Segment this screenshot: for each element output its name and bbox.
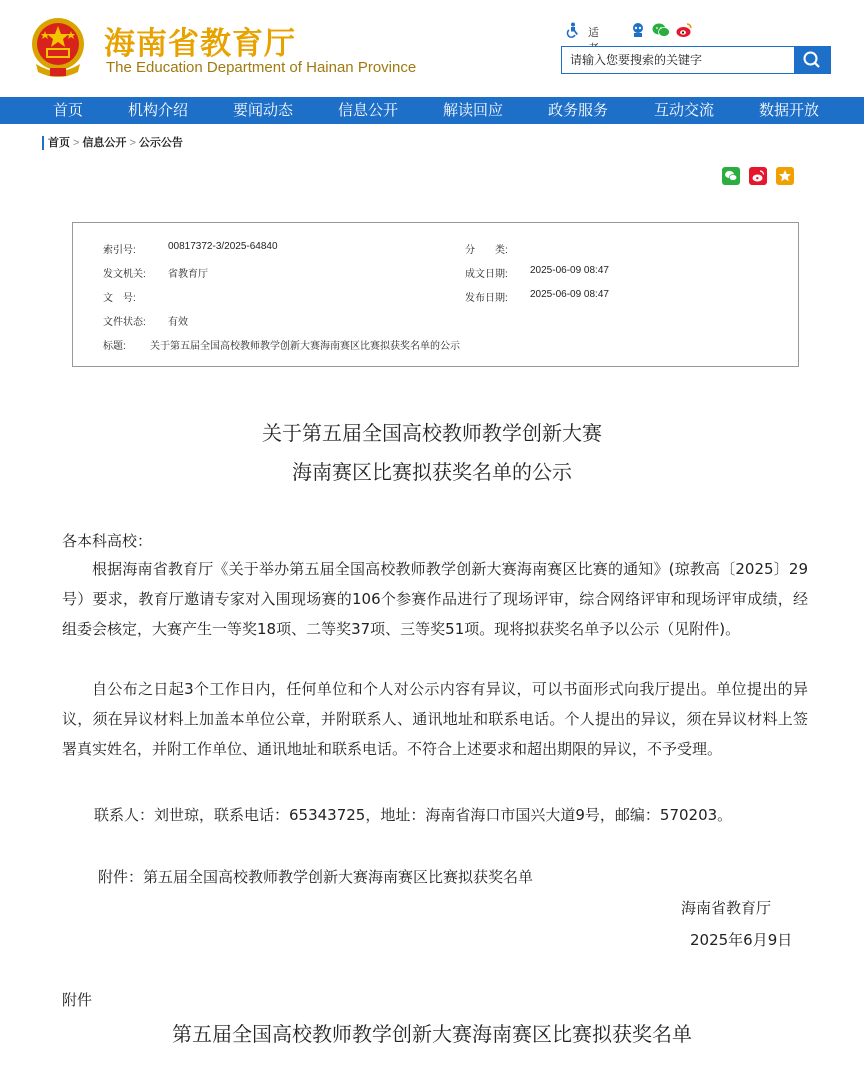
article-contact: 联系人：刘世琼，联系电话：65343725，地址：海南省海口市国兴大道9号，邮编：570203。: [94, 806, 733, 824]
article-signature: 海南省教育厅: [681, 899, 772, 917]
article-title-line1: 关于第五届全国高校教师教学创新大赛: [262, 421, 602, 445]
favorite-star-icon[interactable]: [776, 167, 794, 185]
meta-issuer-value: 省教育厅: [168, 269, 208, 280]
meta-subject-value: 关于第五届全国高校教师教学创新大赛海南赛区比赛拟获奖名单的公示: [150, 341, 460, 352]
nav-item-about[interactable]: 机构介绍: [127, 102, 188, 119]
nav-item-interaction[interactable]: 互动交流: [653, 102, 714, 119]
nav-item-data[interactable]: 数据开放: [758, 102, 819, 119]
attachment-heading: 附件: [62, 991, 93, 1009]
article-paragraph-2: 自公布之日起3个工作日内，任何单位和个人对公示内容有异议，可以书面形式向我厅提出。单位提出的异议，须在异议材料上加盖本单位公章，并附联系人、通讯地址和联系电话。个人提出的异议，须在异议材料上签署真实姓名，并附工作单位、通讯地址和联系电话。不符合上述要求和超出期限的异议，不予受理。: [62, 680, 808, 758]
nav-item-services[interactable]: 政务服务: [547, 102, 608, 119]
meta-docno-label: 文 号:: [103, 293, 136, 304]
elder-mode-link[interactable]: 适: [588, 27, 599, 39]
robot-assistant-icon[interactable]: [630, 22, 646, 38]
article-date: 2025年6月9日: [690, 931, 793, 949]
search-box: [561, 46, 831, 74]
breadcrumb-info[interactable]: 信息公开: [82, 137, 127, 149]
share-weibo-icon[interactable]: [749, 167, 767, 185]
nav-item-news[interactable]: 要闻动态: [232, 102, 293, 119]
main-nav: [0, 97, 864, 124]
wechat-icon[interactable]: [652, 23, 670, 38]
search-input[interactable]: [562, 47, 794, 73]
meta-index-value: 00817372-3/2025-64840: [168, 241, 278, 252]
nav-item-home[interactable]: 首页: [52, 102, 83, 119]
share-wechat-icon[interactable]: [722, 167, 740, 185]
meta-issuer-label: 发文机关:: [103, 269, 146, 280]
attachment-title: 第五届全国高校教师教学创新大赛海南赛区比赛拟获奖名单: [172, 1022, 692, 1046]
attachment-link[interactable]: 附件：第五届全国高校教师教学创新大赛海南赛区比赛拟获奖名单: [98, 868, 534, 886]
meta-subject-label: 标题:: [103, 341, 126, 352]
meta-created-label: 成文日期:: [465, 269, 508, 280]
meta-category-label: 分 类:: [465, 245, 508, 256]
weibo-icon[interactable]: [676, 22, 693, 38]
meta-created-value: 2025-06-09 08:47: [530, 265, 609, 276]
meta-published-label: 发布日期:: [465, 293, 508, 304]
site-header: [0, 0, 864, 97]
search-button[interactable]: [794, 47, 830, 73]
article-paragraph-1: 根据海南省教育厅《关于举办第五届全国高校教师教学创新大赛海南赛区比赛的通知》(琼教高〔2025〕29号）要求，教育厅邀请专家对入围现场赛的106个参赛作品进行了现场评审，综合网络评审和现场评审成绩，经组委会核定，大赛产生一等奖18项、二等奖37项、三等奖51项。现将拟获奖名单予以公示（见附件)。: [62, 560, 808, 638]
site-title-en[interactable]: The Education Department of Hainan Province: [106, 59, 417, 76]
search-icon: [794, 47, 830, 73]
nav-item-interpretation[interactable]: 解读回应: [442, 102, 503, 119]
meta-status-label: 文件状态:: [103, 317, 146, 328]
document-meta-box: [72, 222, 799, 367]
meta-status-value: 有效: [168, 317, 188, 328]
nav-item-info[interactable]: 信息公开: [337, 102, 398, 119]
article-title-line2: 海南赛区比赛拟获奖名单的公示: [292, 460, 572, 484]
breadcrumb-separator: >: [73, 137, 80, 149]
national-emblem-icon: [28, 16, 88, 80]
accessibility-icon[interactable]: [566, 22, 580, 38]
breadcrumb-separator: >: [129, 137, 136, 149]
breadcrumb: [42, 136, 183, 150]
breadcrumb-home[interactable]: 首页: [48, 137, 70, 149]
article-salutation: 各本科高校：: [62, 532, 153, 550]
meta-index-label: 索引号:: [103, 245, 136, 256]
breadcrumb-notices[interactable]: 公示公告: [138, 137, 183, 149]
meta-published-value: 2025-06-09 08:47: [530, 289, 609, 300]
site-title-cn[interactable]: 海南省教育厅: [104, 26, 296, 62]
